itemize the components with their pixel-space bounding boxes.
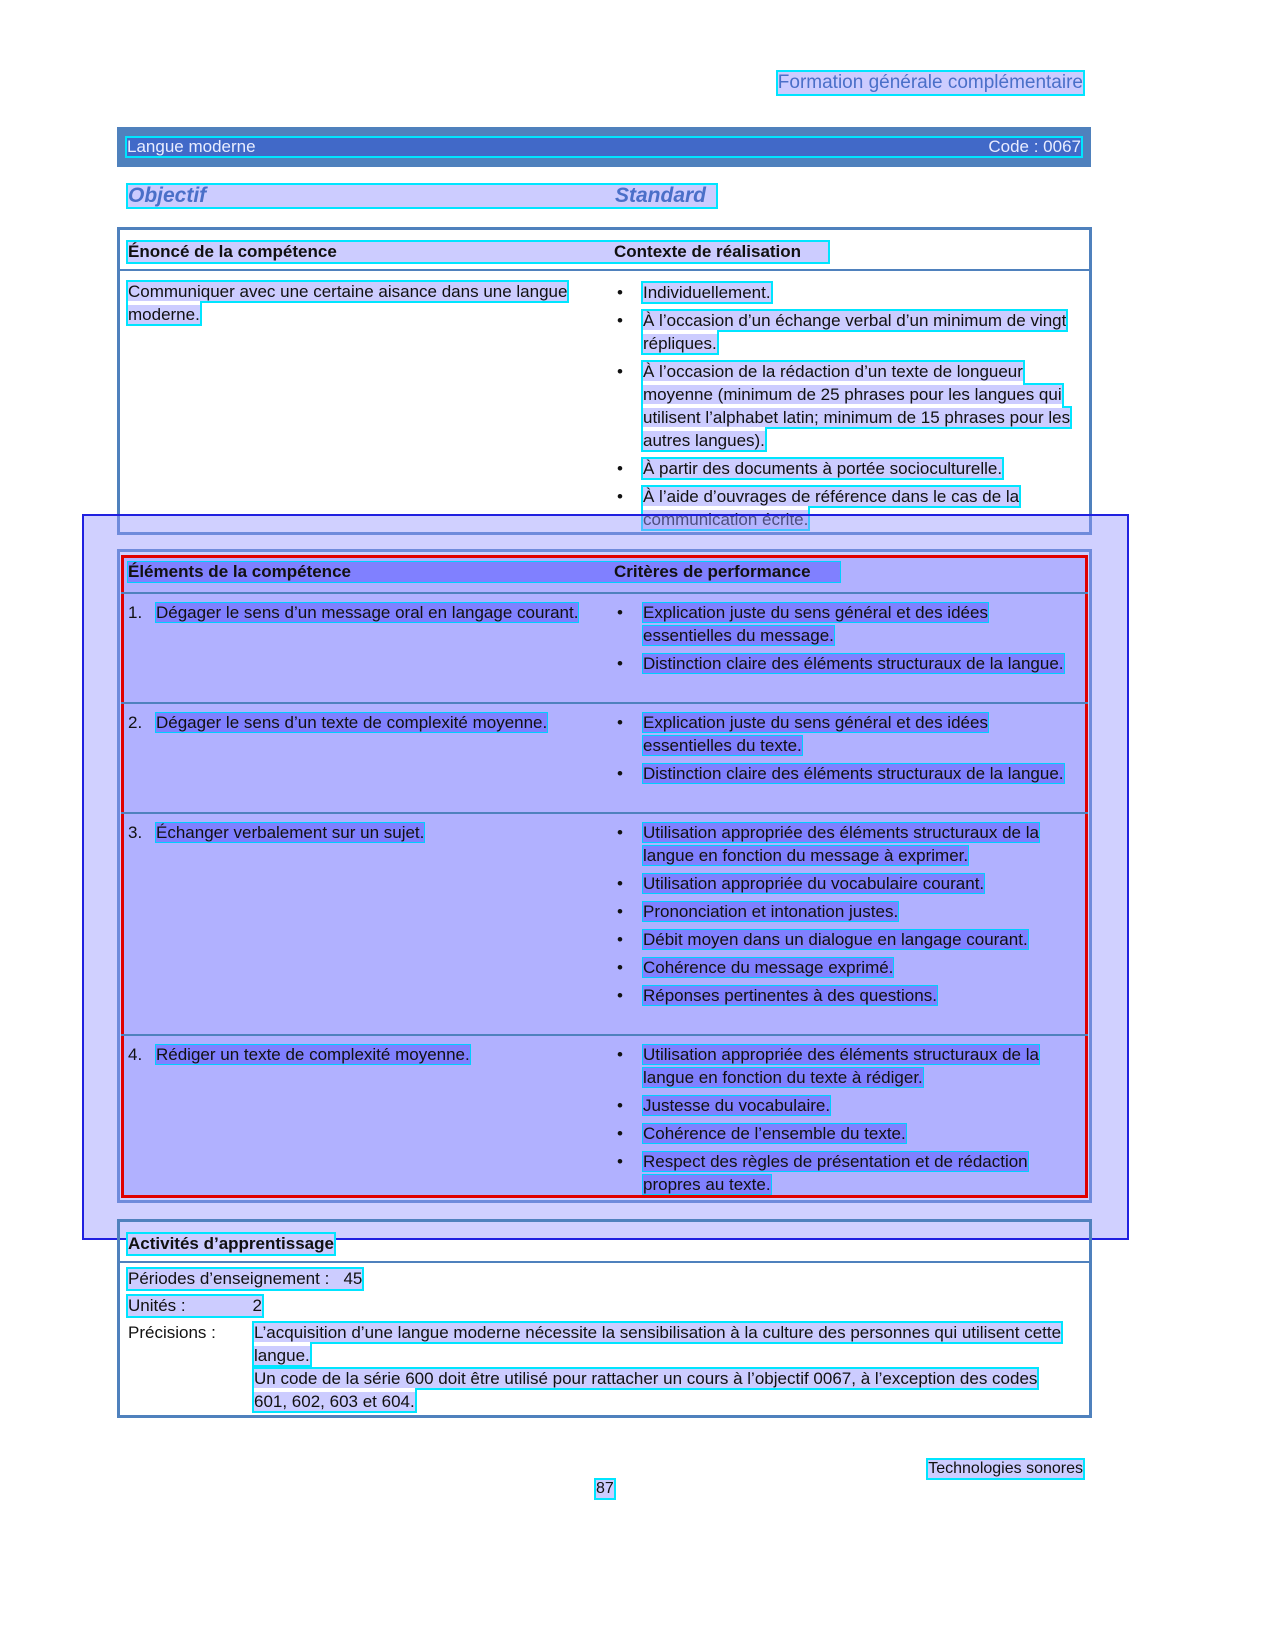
contexte-item: • Individuellement. (617, 283, 771, 302)
contexte-item: • À l’occasion d’un échange verbal d’un minimum de vingt répliques. (617, 311, 1067, 353)
objectif-label: Objectif (128, 184, 207, 207)
page-number: 87 (596, 1480, 614, 1497)
header-title: Formation générale complémentaire (777, 72, 1083, 93)
activites-title: Activités d’apprentissage (128, 1234, 334, 1253)
precisions-text: L’acquisition d’une langue moderne nécessite la sensibilisation à la culture des personnes qui utilisent cette langue. Un code de la série 600 doit être utilisé pour rattacher un cours à l’objectif 0067, à l’exception des codes 601, 602, 603 et 604. (254, 1323, 1062, 1411)
precisions-label: Précisions : (128, 1323, 216, 1342)
document-page: Formation générale complémentaire Langue moderne Code : 0067 Objectif Standard Énoncé de la compétence Contexte de réalisation Communiquer avec une certaine aisance dans une langue moderne. • Individuellement. • À l’occasion d’un échange verbal d’un minimum de vingt répliques. • À l’occasion de la rédaction d’un texte de longueur moyenne (minimum de 25 phrases pour les langues qui utilisent l’alphabet latin; minimum de 15 phrases pour les autres langues). • À partir des documents à portée socioculturelle. • À l’aide d’ouvrages de référence dans le cas de la communication écrite. Éléments de la compétence Critères de performance 1. Dégager le sens d’un message oral en langage courant. • Explication juste du sens général et des idées essentielles du message. • Distinction claire des éléments structuraux de la langue. 2. Dégager le sens d’un texte de complexité moyenne. • Explication juste du sens général et des idées essentielles du texte. • Distinction claire des éléments structuraux de la langue. 3. Échanger verbalement sur un sujet. • Utilisation appropriée des éléments structuraux de la langue en fonction du message à exprimer. • Utilisation appropriée du vocabulaire courant. • Prononciation et intonation justes. • Débit moyen dans un dialogue en langage courant. • Cohérence du message exprimé. • Réponses pertinentes à des questions. 4. Rédiger un texte de complexité moyenne. • Utilisation appropriée des éléments structuraux de la langue en fonction du texte à rédiger. • Justesse du vocabulaire. • Cohérence de l’ensemble du texte. • Respect des règles de présentation et de rédaction propres au texte. Activités d’apprentissage Périodes d’enseignement : 45 Unités : 2 Précisions : L’acquisition d’une langue moderne nécessite la sensibilisation à la culture des personnes qui utilisent cette langue. Un code de la série 600 doit être utilisé pour rattacher un cours à l’objectif 0067, à l’exception des codes 601, 602, 603 et 604. Technologies sonores 87 (0, 0, 1275, 1651)
objectif-standard-row (128, 185, 716, 207)
contexte-item: • À l’occasion de la rédaction d’un texte de longueur moyenne (minimum de 25 phrases pour les langues qui utilisent l’alphabet latin; minimum de 15 phrases pour les autres langues). (617, 362, 1071, 450)
contexte-item: • À partir des documents à portée socioculturelle. (617, 459, 1003, 478)
unites: Unités : 2 (128, 1296, 262, 1315)
course-name: Langue moderne (127, 137, 256, 156)
contexte-list (617, 281, 1077, 536)
footer-program: Technologies sonores (928, 1460, 1083, 1477)
elements-header: Éléments de la compétence (128, 562, 351, 581)
periodes: Périodes d’enseignement : 45 (128, 1269, 363, 1288)
competence-box (117, 227, 1092, 535)
contexte-header: Contexte de réalisation (614, 242, 802, 261)
enonce-text: Communiquer avec une certaine aisance dans une langue moderne. (128, 282, 568, 324)
enonce-header: Énoncé de la compétence (128, 242, 337, 261)
activites-box (117, 1219, 1092, 1418)
box2-header (128, 562, 840, 582)
box1-header (128, 242, 828, 262)
course-code: Code : 0067 (988, 137, 1081, 156)
contexte-item: • À l’aide d’ouvrages de référence dans le cas de la communication écrite. (617, 487, 1020, 529)
criteres-header: Critères de performance (614, 562, 811, 581)
title-bar (117, 127, 1091, 167)
standard-label: Standard (615, 184, 707, 207)
